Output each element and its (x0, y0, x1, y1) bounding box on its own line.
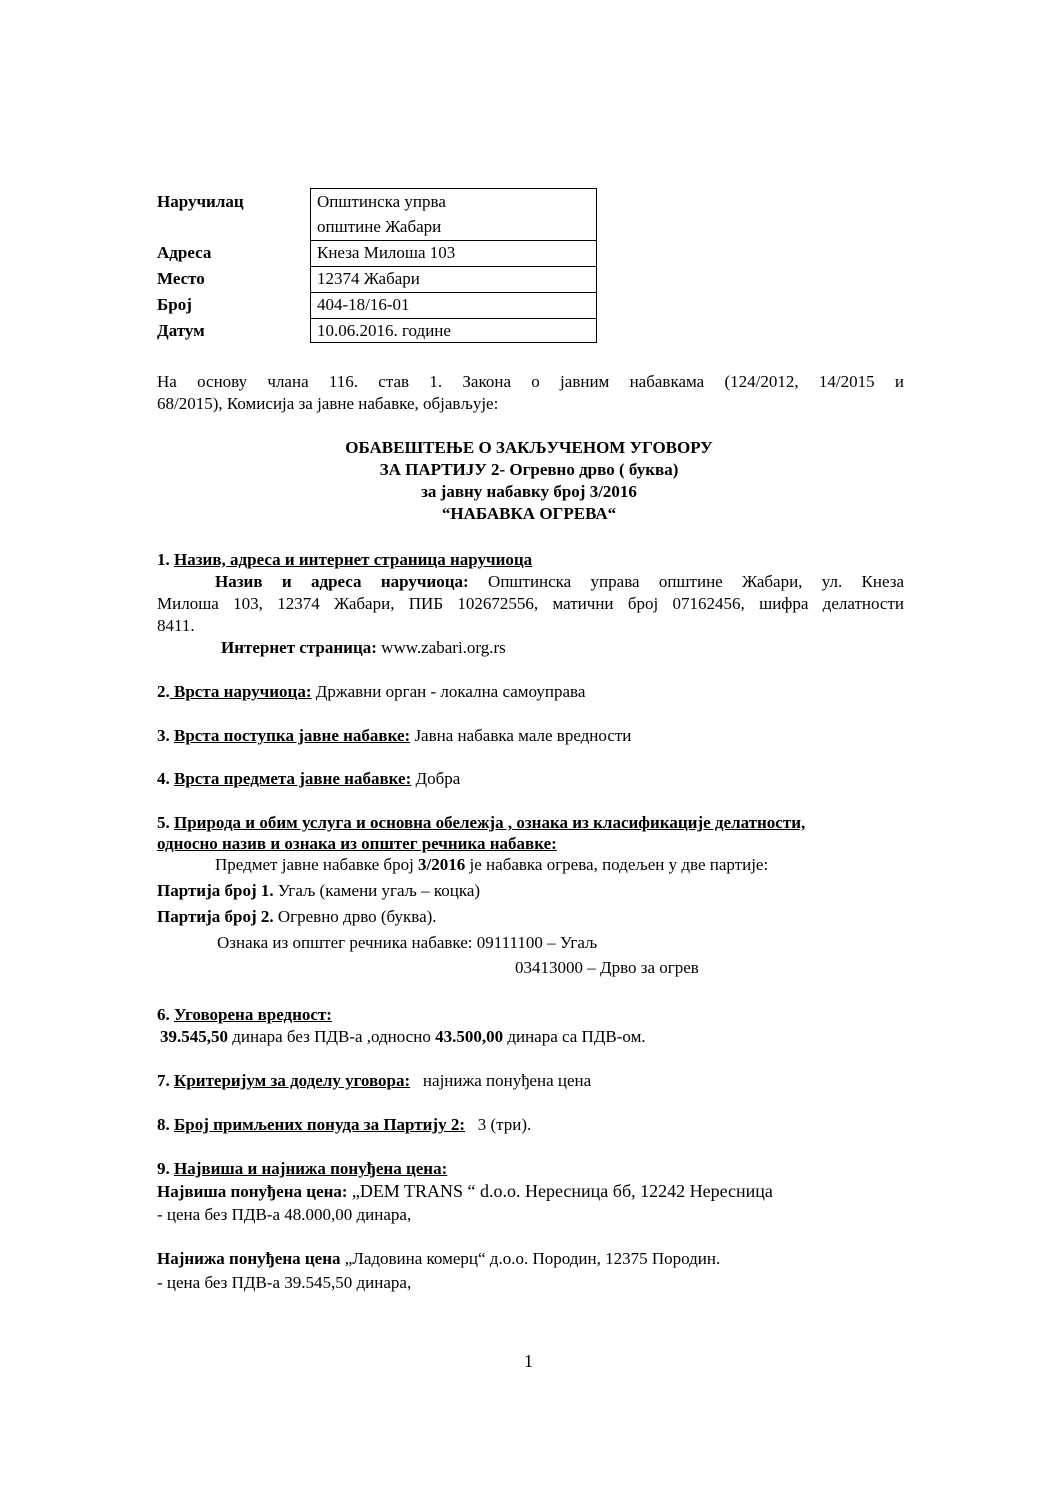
section-3: 3. Врста поступка јавне набавке: Јавна набавка мале вредности (157, 726, 632, 745)
section-5-partition-2: Партија број 2. Огревно дрво (буква). (157, 907, 437, 926)
section-5-code-line2: 03413000 – Дрво за огрев (515, 958, 699, 977)
section-9-highest-price: - цена без ПДВ-а 48.000,00 динара, (157, 1205, 412, 1224)
section-6-value: 39.545,50 динара без ПДВ-а ,односно 43.500,00 динара са ПДВ-ом. (160, 1027, 646, 1046)
section-5-heading-line2: односно назив и ознака из општег речника набавке: (157, 834, 557, 853)
divider (311, 292, 596, 293)
label-date: Датум (157, 321, 205, 340)
label-orderer: Наручилац (157, 192, 244, 211)
page-number: 1 (524, 1351, 533, 1371)
section-8: 8. Број примљених понуда за Партију 2: 3 (три). (157, 1115, 532, 1134)
section-5-subject: Предмет јавне набавке број 3/2016 је набавка огрева, подељен у две партије: (215, 855, 769, 874)
header-values-box (310, 188, 597, 343)
notice-title-line2: ЗА ПАРТИЈУ 2- Огревно дрво ( буква) (379, 460, 679, 479)
divider (311, 266, 596, 267)
notice-title-line4: “НАБАВКА ОГРЕВА“ (441, 504, 617, 523)
section-1-line2: Милоша 103, 12374 Жабари, ПИБ 102672556, матични број 07162456, шифра делатности (157, 594, 904, 613)
intro-line2: 68/2015), Комисија за јавне набавке, објављује: (157, 394, 499, 413)
section-5-heading-line1: 5. Природа и обим услуга и основна обележја , ознака из класификације делатности, (157, 813, 806, 832)
value-place: 12374 Жабари (317, 269, 420, 288)
notice-title-line1: ОБАВЕШТЕЊЕ О ЗАКЉУЧЕНОМ УГОВОРУ (345, 438, 713, 457)
label-number: Број (157, 295, 192, 314)
value-orderer-line1: Општинска упрва (317, 192, 446, 211)
website-link: www.zabari.org.rs (381, 638, 506, 657)
notice-title-line3: за јавну набавку број 3/2016 (421, 482, 637, 501)
section-6-heading: 6. Уговорена вредност: (157, 1005, 332, 1024)
section-9-lowest-price: - цена без ПДВ-а 39.545,50 динара, (157, 1273, 412, 1292)
section-2: 2. Врста наручиоца: Државни орган - локална самоуправа (157, 682, 586, 701)
section-1-website: Интернет страница: www.zabari.org.rs (221, 638, 506, 657)
section-4: 4. Врста предмета јавне набавке: Добра (157, 769, 461, 788)
section-9-highest: Највиша понуђена цена: „DEM TRANS “ d.o.o. Нересница бб, 12242 Нересница (157, 1181, 773, 1201)
section-1-line1: Назив и адреса наручиоца: Општинска управа општине Жабари, ул. Кнеза (215, 572, 905, 591)
section-1-heading: 1. Назив, адреса и интернет страница наручиоца (157, 550, 533, 569)
section-9-heading: 9. Највиша и најнижа понуђена цена: (157, 1159, 448, 1178)
section-9-lowest: Најнижа понуђена цена „Ладовина комерц“ д.о.о. Породин, 12375 Породин. (157, 1249, 721, 1268)
label-address: Адреса (157, 243, 212, 262)
value-number: 404-18/16-01 (317, 295, 410, 314)
value-date: 10.06.2016. године (317, 321, 451, 340)
divider (311, 318, 596, 319)
section-7: 7. Критеријум за доделу уговора: најнижа понуђена цена (157, 1071, 592, 1090)
section-5-partition-1: Партија број 1. Угаљ (камени угаљ – коцка) (157, 881, 481, 900)
divider (311, 240, 596, 241)
label-place: Место (157, 269, 205, 288)
intro-line1: На основу члана 116. став 1. Закона о јавним набавкама (124/2012, 14/2015 и (157, 372, 904, 391)
value-orderer-line2: општине Жабари (317, 217, 442, 236)
section-5-code-line1: Ознака из општег речника набавке: 09111100 – Угаљ (217, 933, 598, 952)
section-1-line3: 8411. (157, 616, 195, 635)
value-address: Кнеза Милоша 103 (317, 243, 456, 262)
